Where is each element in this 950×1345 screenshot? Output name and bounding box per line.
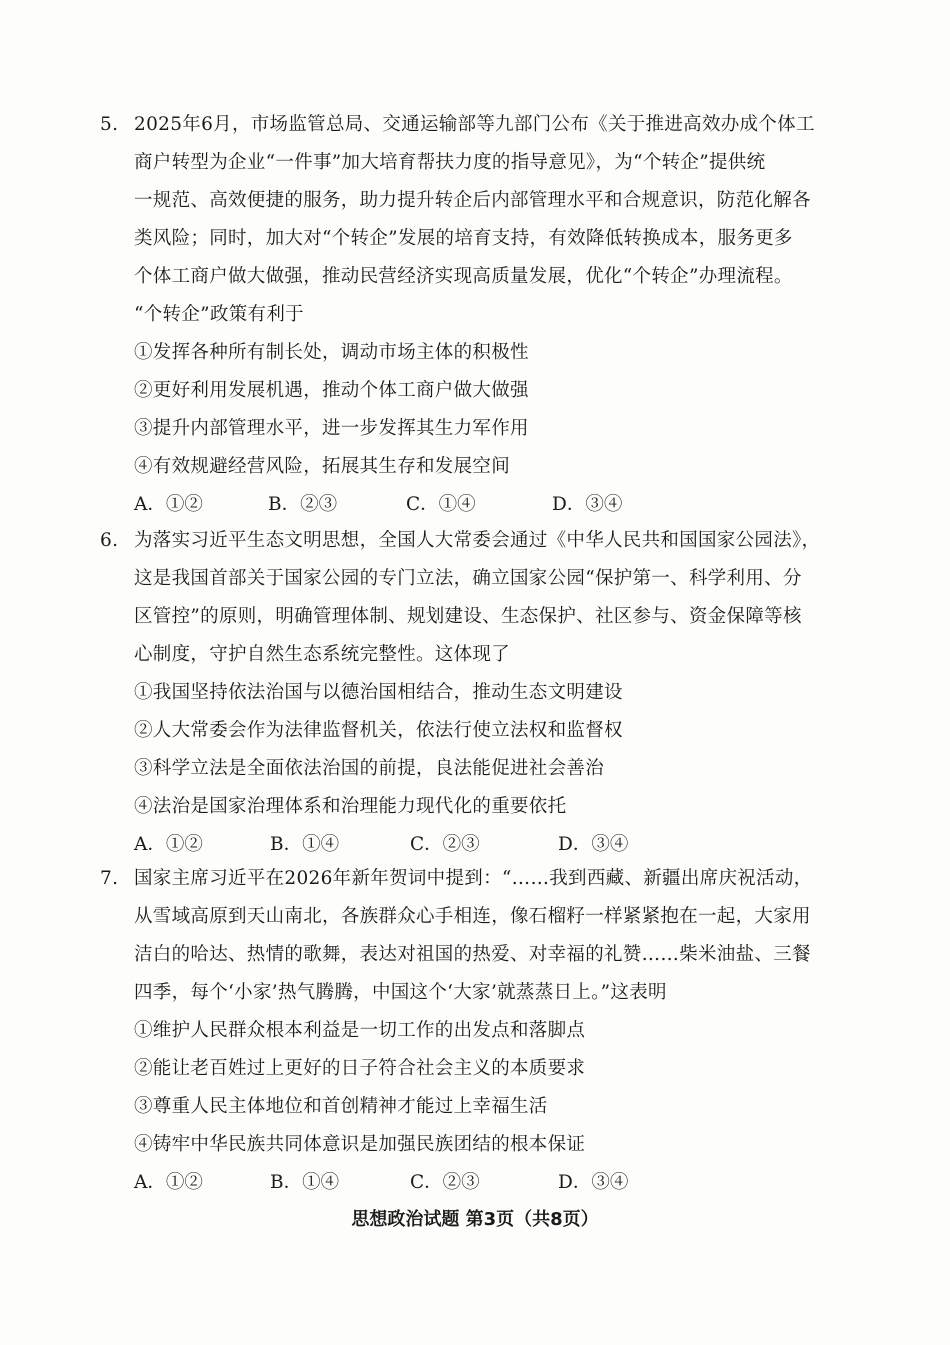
question-stem-line: 为落实习近平生态文明思想，全国人大常委会通过《中华人民共和国国家公园法》， (134, 530, 821, 551)
statement-option: ④法治是国家治理体系和治理能力现代化的重要依托 (134, 796, 567, 817)
question-stem-line: 一规范、高效便捷的服务，助力提升转企后内部管理水平和合规意识，防范化解各 (134, 190, 811, 211)
answer-choice-c: C．②③ (410, 834, 480, 855)
question-stem-line: 区管控”的原则，明确管理体制、规划建设、生态保护、社区参与、资金保障等核 (134, 606, 802, 627)
statement-option: ③科学立法是全面依法治国的前提，良法能促进社会善治 (134, 758, 605, 779)
answer-choice-b: B．①④ (270, 834, 340, 855)
answer-choice-a: A．①② (134, 1172, 203, 1193)
statement-option: ④有效规避经营风险，拓展其生存和发展空间 (134, 456, 511, 477)
statement-option: ③提升内部管理水平，进一步发挥其生力军作用 (134, 418, 529, 439)
question-stem-line: 从雪域高原到天山南北，各族群众心手相连，像石榴籽一样紧紧抱在一起，大家用 (134, 906, 811, 927)
statement-option: ②更好利用发展机遇，推动个体工商户做大做强 (134, 380, 529, 401)
statement-option: ①维护人民群众根本利益是一切工作的出发点和落脚点 (134, 1020, 586, 1041)
statement-option: ③尊重人民主体地位和首创精神才能过上幸福生活 (134, 1096, 548, 1117)
question-stem-line: 这是我国首部关于国家公园的专门立法，确立国家公园“保护第一、科学利用、分 (134, 568, 802, 589)
answer-choice-d: D．③④ (558, 834, 629, 855)
answer-choice-d: D．③④ (552, 494, 623, 515)
statement-option: ②人大常委会作为法律监督机关，依法行使立法权和监督权 (134, 720, 623, 741)
question-stem-line: 洁白的哈达、热情的歌舞，表达对祖国的热爱、对幸福的礼赞……柴米油盐、三餐 (134, 944, 811, 965)
answer-choice-a: A．①② (134, 494, 203, 515)
answer-choice-c: C．①④ (406, 494, 476, 515)
question-stem-line: 四季，每个‘小家’热气腾腾，中国这个‘大家’就蒸蒸日上。”这表明 (134, 982, 667, 1003)
question-stem-line: 国家主席习近平在2026年新年贺词中提到：“……我到西藏、新疆出席庆祝活动， (134, 868, 813, 889)
question-stem-line: 个体工商户做大做强，推动民营经济实现高质量发展，优化“个转企”办理流程。 (134, 266, 793, 287)
statement-option: ④铸牢中华民族共同体意识是加强民族团结的根本保证 (134, 1134, 586, 1155)
question-stem-line: 2025年6月，市场监管总局、交通运输部等九部门公布《关于推进高效办成个体工 (134, 114, 815, 135)
question-stem-line: 类风险；同时，加大对“个转企”发展的培育支持，有效降低转换成本，服务更多 (134, 228, 793, 249)
answer-choice-a: A．①② (134, 834, 203, 855)
question-number: 5. (100, 114, 119, 135)
question-number: 6. (100, 530, 119, 551)
statement-option: ①我国坚持依法治国与以德治国相结合，推动生态文明建设 (134, 682, 623, 703)
statement-option: ①发挥各种所有制长处，调动市场主体的积极性 (134, 342, 529, 363)
answer-choice-d: D．③④ (558, 1172, 629, 1193)
statement-option: ②能让老百姓过上更好的日子符合社会主义的本质要求 (134, 1058, 586, 1079)
answer-choice-b: B．①④ (270, 1172, 340, 1193)
answer-choice-c: C．②③ (410, 1172, 480, 1193)
answer-choice-b: B．②③ (268, 494, 338, 515)
question-stem-line: “个转企”政策有利于 (134, 304, 304, 325)
question-stem-line: 商户转型为企业“一件事”加大培育帮扶力度的指导意见》，为“个转企”提供统 (134, 152, 766, 173)
question-stem-line: 心制度，守护自然生态系统完整性。这体现了 (134, 644, 511, 665)
page-footer: 思想政治试题 第3页（共8页） (351, 1209, 599, 1230)
question-number: 7. (100, 868, 119, 889)
